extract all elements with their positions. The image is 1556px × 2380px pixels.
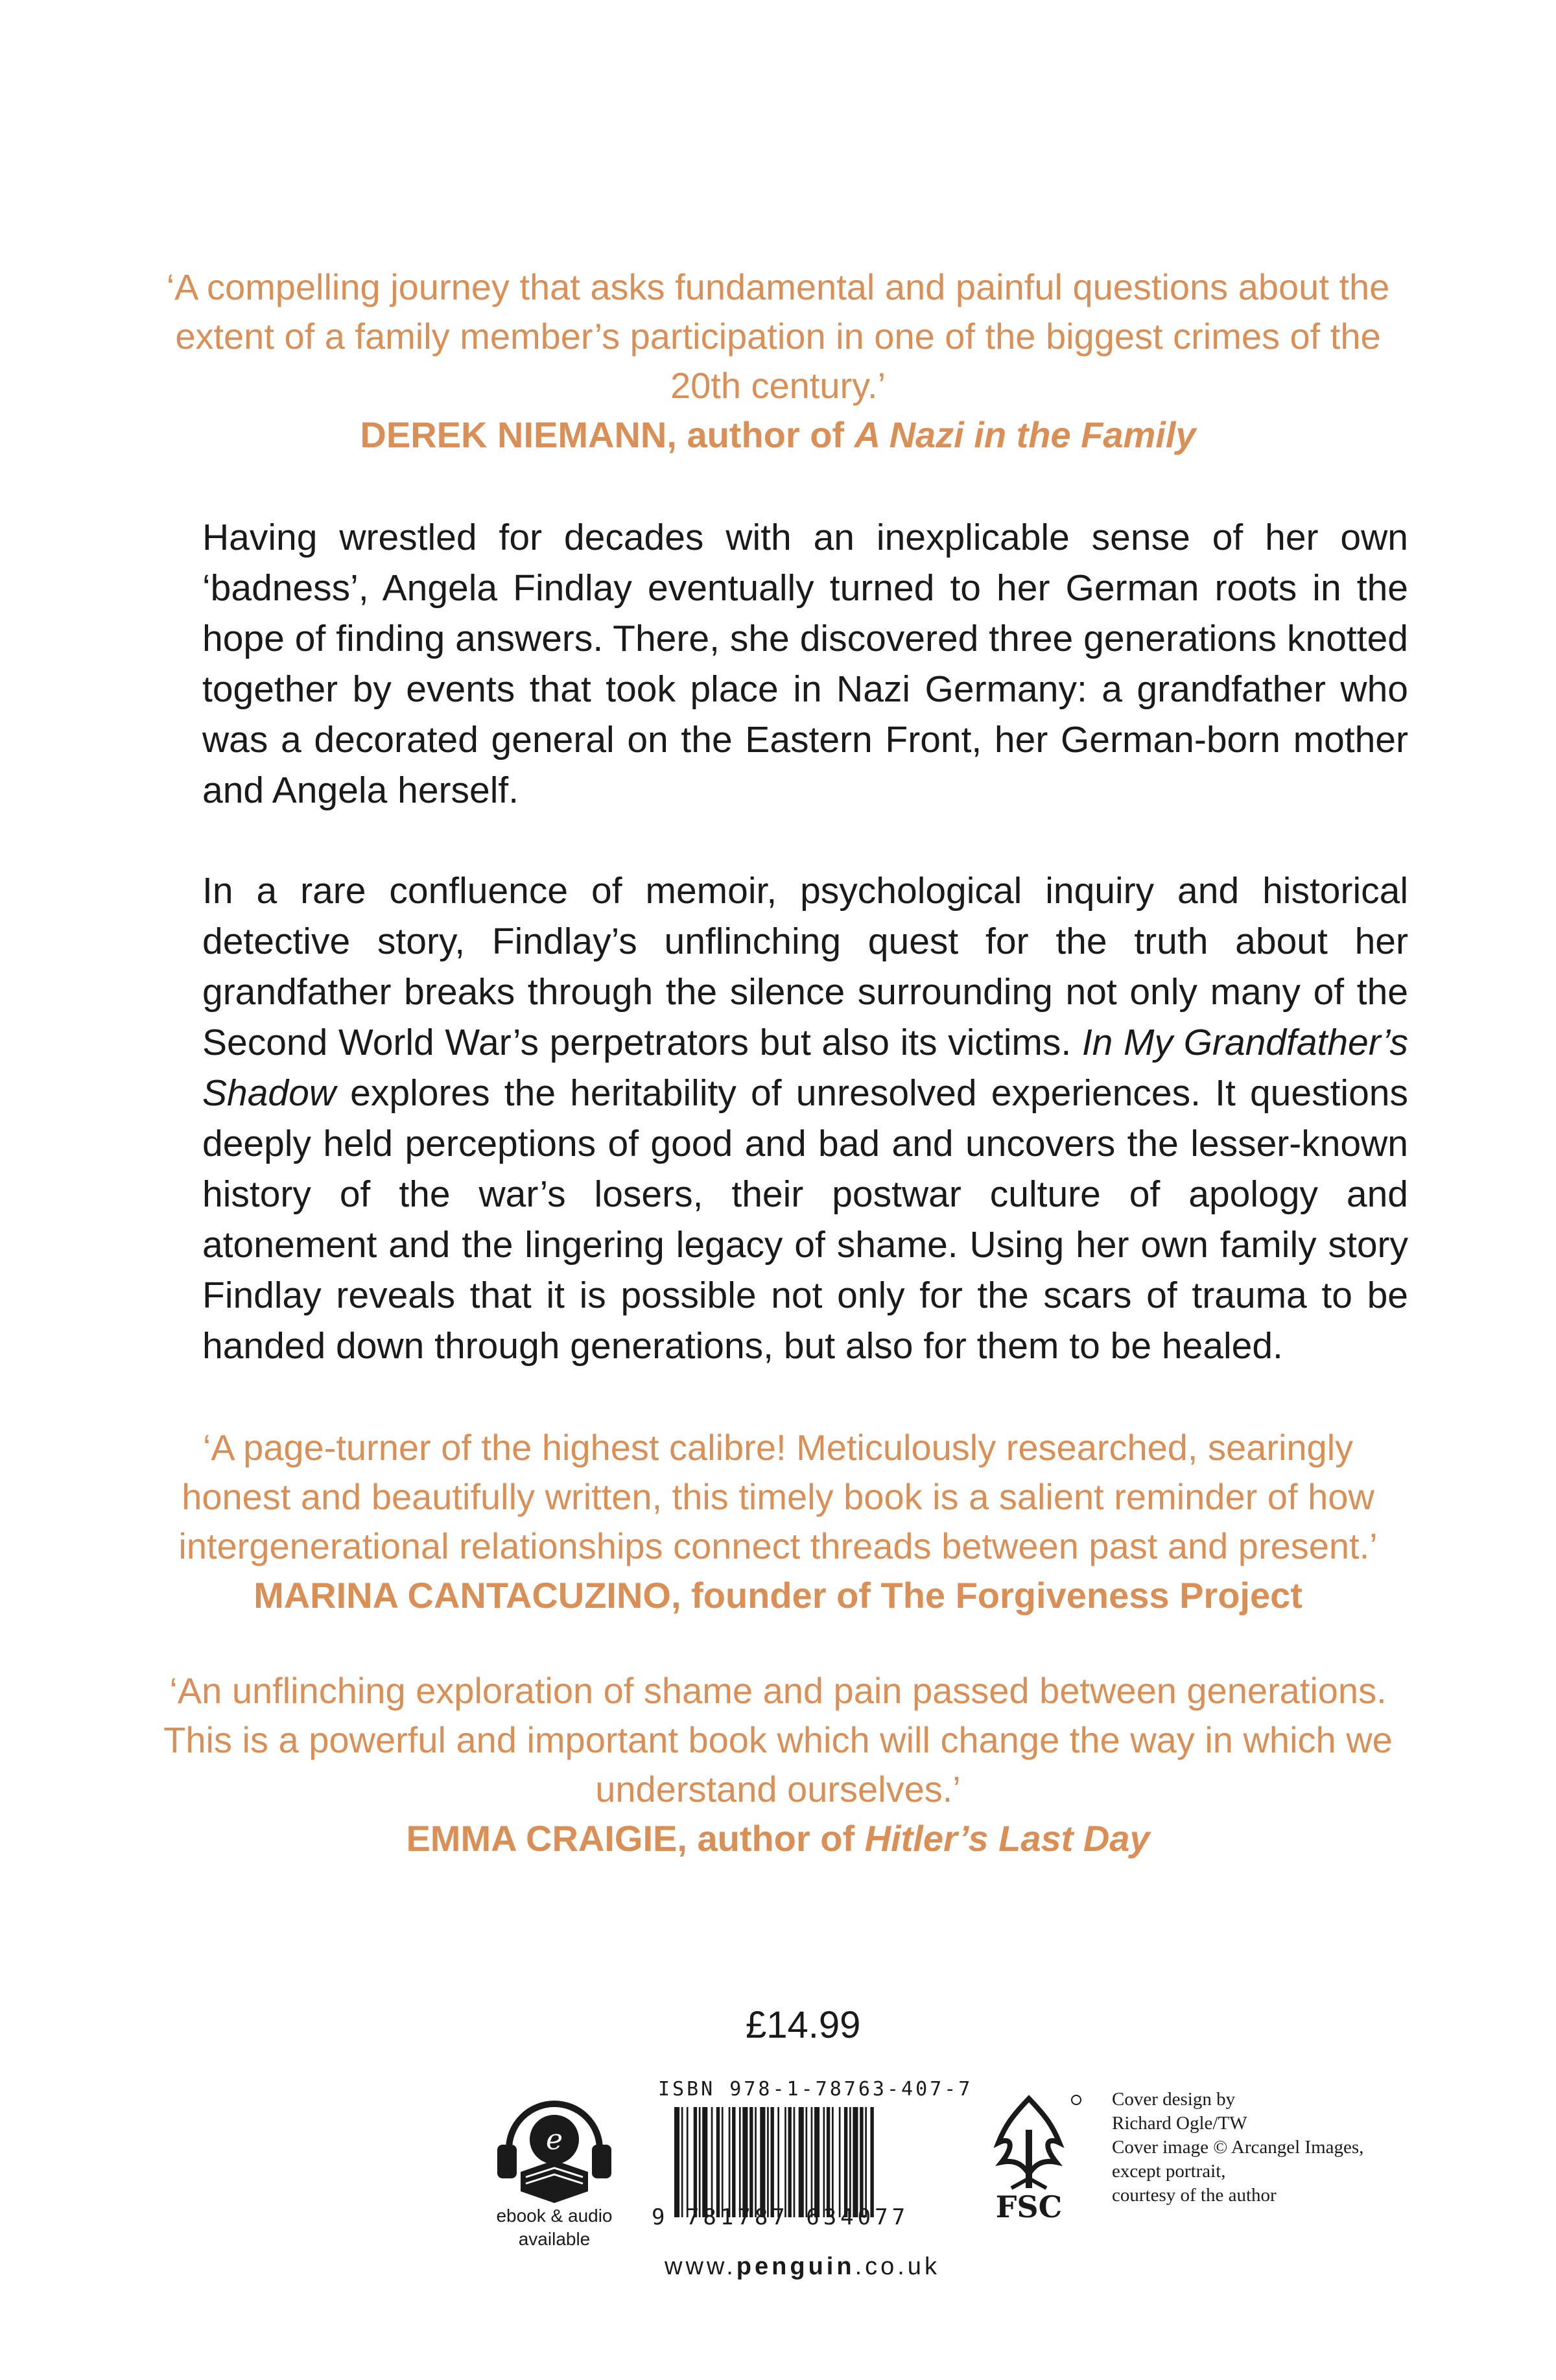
credit-line: Richard Ogle/TW xyxy=(1112,2113,1247,2134)
barcode-bar xyxy=(732,2107,735,2217)
credit-line: courtesy of the author xyxy=(1112,2185,1277,2206)
barcode-bar xyxy=(777,2107,779,2217)
barcode-bar xyxy=(694,2107,697,2217)
barcode-bar xyxy=(788,2107,792,2217)
barcode-bar xyxy=(702,2107,707,2217)
ebook-label-line-2: available xyxy=(518,2229,591,2249)
blurb-paragraph-1: Having wrestled for decades with an inexplicable sense of her own ‘badness’, Angela Findlay eventually turned to her German roots in the hope of finding answers. There, she discovered three generations knotted together by events that took place in Nazi Germany: a grandfather who was a decorated general on the Eastern Front, her German-born mother and Angela herself. xyxy=(202,517,1408,811)
barcode-bar xyxy=(729,2107,731,2217)
barcode-bar xyxy=(699,2107,701,2217)
isbn-label: ISBN 978-1-78763-407-7 xyxy=(658,2078,973,2101)
barcode-bar xyxy=(760,2107,765,2217)
barcode-digits: 9 781787 634077 xyxy=(652,2204,910,2230)
barcode-bar xyxy=(832,2107,834,2217)
barcode-bar xyxy=(749,2107,753,2217)
barcode-bar xyxy=(687,2107,689,2217)
barcode-bar xyxy=(784,2107,786,2217)
credit-line: Cover design by xyxy=(1112,2089,1236,2110)
website-suffix: .co.uk xyxy=(855,2253,940,2280)
quote-attribution xyxy=(156,1571,1400,1620)
barcode-bar xyxy=(711,2107,713,2217)
review-quote-2 xyxy=(156,1423,1400,1620)
barcode-bar xyxy=(827,2107,830,2217)
review-quote-1 xyxy=(156,263,1400,460)
blurb-paragraph-2 xyxy=(202,866,1408,1371)
publisher-website xyxy=(665,2253,940,2281)
cover-credits xyxy=(1112,2088,1410,2208)
barcode-bar xyxy=(839,2107,841,2217)
fsc-label: FSC xyxy=(995,2189,1063,2221)
barcode-bar xyxy=(674,2107,679,2217)
barcode-bar xyxy=(767,2107,769,2217)
ebook-audio-label xyxy=(473,2204,635,2251)
attribution-book-title: Hitler’s Last Day xyxy=(864,1818,1150,1859)
attribution-name: MARINA CANTACUZINO, founder of The Forgiveness Project xyxy=(253,1575,1303,1616)
barcode-bar xyxy=(860,2107,863,2217)
barcode-bar xyxy=(814,2107,819,2217)
attribution-name: DEREK NIEMANN, author of xyxy=(360,414,855,455)
barcode-bar xyxy=(799,2107,804,2217)
barcode-bar xyxy=(853,2107,858,2217)
barcode-bar xyxy=(739,2107,741,2217)
barcode-bar xyxy=(716,2107,720,2217)
barcode-bar xyxy=(681,2107,683,2217)
barcode-bar xyxy=(823,2107,825,2217)
barcode-bar xyxy=(865,2107,867,2217)
attribution-name: EMMA CRAIGIE, author of xyxy=(406,1818,865,1859)
quote-attribution xyxy=(156,410,1400,460)
barcode-bar xyxy=(794,2107,796,2217)
fsc-tree-icon xyxy=(972,2091,1086,2221)
price: £14.99 xyxy=(746,2004,861,2046)
ebook-label-line-1: ebook & audio xyxy=(496,2206,613,2226)
ebook-audio-icon xyxy=(489,2088,619,2204)
svg-text:e: e xyxy=(545,2123,563,2156)
attribution-book-title: A Nazi in the Family xyxy=(854,414,1196,455)
barcode-bar xyxy=(844,2107,847,2217)
barcode xyxy=(674,2107,934,2217)
barcode-bar xyxy=(849,2107,851,2217)
quote-text: ‘An unflinching exploration of shame and pain passed between generations. This is a powerful and important book which will change the way in which we understand ourselves.’ xyxy=(163,1670,1393,1809)
barcode-bar xyxy=(870,2107,873,2217)
website-prefix: www. xyxy=(665,2253,737,2280)
quote-text: ‘A page-turner of the highest calibre! Meticulously researched, searingly honest and beautifully written, this timely book is a salient reminder of how intergenerational relationships connect threads between past and present.’ xyxy=(178,1427,1378,1566)
credit-line: Cover image © Arcangel Images, xyxy=(1112,2137,1364,2158)
blurb-text: explores the heritability of unresolved experiences. It questions deeply held perceptions of good and bad and uncovers the lesser-known history of the war’s losers, their postwar culture of apology and atonement and the lingering legacy of shame. Using her own family story Findlay reveals that it is possible not only for the scars of trauma to be handed down through generations, but also for them to be healed. xyxy=(202,1072,1408,1367)
barcode-bar xyxy=(755,2107,757,2217)
barcode-bar xyxy=(806,2107,808,2217)
book-title: In My Grandfather’s Shadow xyxy=(202,1022,1408,1114)
barcode-bar xyxy=(811,2107,813,2217)
credit-line: except portrait, xyxy=(1112,2161,1226,2182)
quote-text: ‘A compelling journey that asks fundamental and painful questions about the extent of a family member’s participation in one of the biggest crimes of the 20th century.’ xyxy=(166,266,1390,406)
blurb-text: In a rare confluence of memoir, psychological inquiry and historical detective story, Findlay’s unflinching quest for the truth about her grandfather breaks through the silence surrounding not only many of the Second World War’s perpetrators but also its victims. xyxy=(202,870,1408,1063)
website-brand: penguin xyxy=(736,2253,855,2280)
review-quote-3 xyxy=(156,1666,1400,1863)
quote-attribution xyxy=(156,1814,1400,1863)
barcode-bar xyxy=(742,2107,748,2217)
barcode-bar xyxy=(771,2107,774,2217)
barcode-bar xyxy=(722,2107,724,2217)
